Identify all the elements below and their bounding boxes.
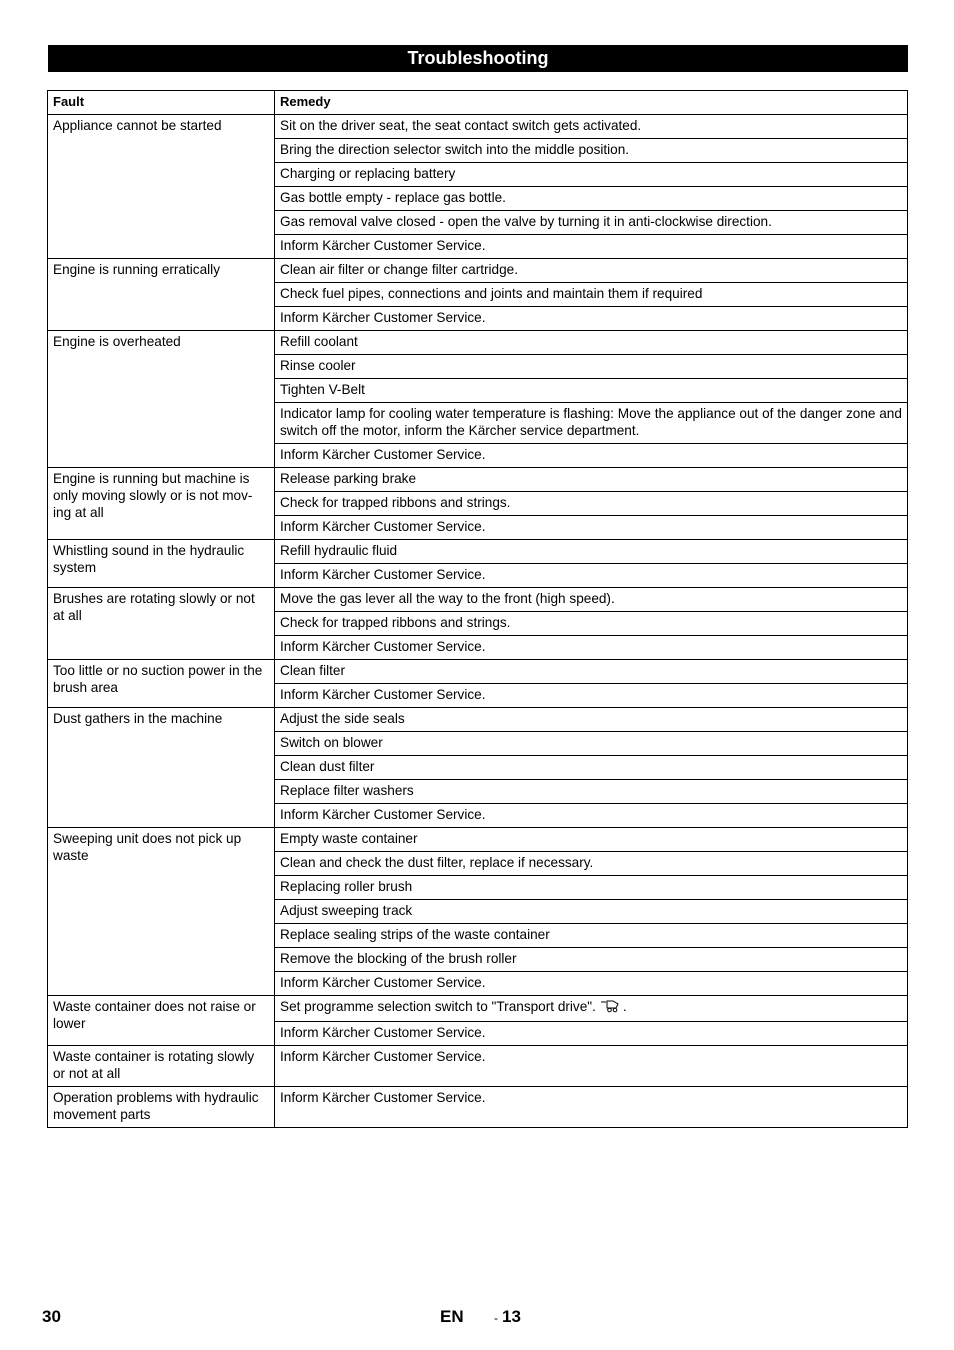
remedy-text: Charging or replacing battery <box>280 166 456 181</box>
transport-drive-icon <box>600 999 620 1017</box>
remedy-cell <box>275 355 908 379</box>
table-row <box>48 588 908 612</box>
remedy-cell <box>275 1087 908 1128</box>
remedy-text: Inform Kärcher Customer Service. <box>280 975 486 990</box>
table-row <box>48 828 908 852</box>
remedy-text: Inform Kärcher Customer Service. <box>280 1025 486 1040</box>
remedy-cell <box>275 516 908 540</box>
sub-page-value: 13 <box>502 1307 521 1326</box>
remedy-text: Gas removal valve closed - open the valve by turning it in anti-clockwise direction. <box>280 214 772 229</box>
remedy-text: Inform Kärcher Customer Service. <box>280 1049 486 1064</box>
remedy-text: Inform Kärcher Customer Service. <box>280 310 486 325</box>
remedy-text: Sit on the driver seat, the seat contact switch gets activated. <box>280 118 642 133</box>
table-row <box>48 331 908 355</box>
remedy-text: Move the gas lever all the way to the front (high speed). <box>280 591 615 606</box>
remedy-cell <box>275 163 908 187</box>
remedy-text: Inform Kärcher Customer Service. <box>280 1090 486 1105</box>
remedy-text: Inform Kärcher Customer Service. <box>280 447 486 462</box>
remedy-cell <box>275 211 908 235</box>
remedy-text: Rinse cooler <box>280 358 356 373</box>
remedy-cell <box>275 307 908 331</box>
remedy-cell <box>275 972 908 996</box>
remedy-cell <box>275 996 908 1022</box>
fault-cell: Waste container does not raise or lower <box>48 996 275 1046</box>
remedy-cell <box>275 492 908 516</box>
remedy-cell <box>275 900 908 924</box>
remedy-text: Replacing roller brush <box>280 879 413 894</box>
sub-page-dash: - <box>494 1311 498 1325</box>
sub-page-number <box>494 1307 521 1327</box>
remedy-text: Inform Kärcher Customer Service. <box>280 807 486 822</box>
remedy-cell <box>275 115 908 139</box>
remedy-text: Inform Kärcher Customer Service. <box>280 238 486 253</box>
language-code: EN <box>440 1307 464 1326</box>
troubleshooting-table <box>47 90 908 1128</box>
remedy-text: Adjust the side seals <box>280 711 405 726</box>
remedy-text: Inform Kärcher Customer Service. <box>280 639 486 654</box>
trailing-period: . <box>622 999 627 1014</box>
remedy-cell <box>275 948 908 972</box>
remedy-cell <box>275 468 908 492</box>
remedy-text: Release parking brake <box>280 471 417 486</box>
remedy-text: Switch on blower <box>280 735 383 750</box>
remedy-cell <box>275 588 908 612</box>
remedy-text: Refill coolant <box>280 334 358 349</box>
remedy-text: Inform Kärcher Customer Service. <box>280 567 486 582</box>
remedy-cell <box>275 403 908 444</box>
remedy-cell <box>275 1022 908 1046</box>
remedy-cell <box>275 235 908 259</box>
remedy-cell <box>275 684 908 708</box>
remedy-cell <box>275 564 908 588</box>
remedy-text: Gas bottle empty - replace gas bottle. <box>280 190 506 205</box>
table-row <box>48 996 908 1022</box>
remedy-cell <box>275 379 908 403</box>
remedy-text: Inform Kärcher Customer Service. <box>280 519 486 534</box>
fault-cell: Engine is running erratically <box>48 259 275 331</box>
remedy-cell <box>275 732 908 756</box>
remedy-cell <box>275 259 908 283</box>
remedy-text: Clean filter <box>280 663 345 678</box>
fault-cell: Engine is overheated <box>48 331 275 468</box>
table-row <box>48 540 908 564</box>
table-row <box>48 1046 908 1087</box>
fault-column-header: Fault <box>48 91 275 115</box>
remedy-cell <box>275 804 908 828</box>
remedy-text: Indicator lamp for cooling water temperature is flashing: Move the appliance out of the danger zone and switch off the motor, inform the Kärcher service department. <box>280 406 902 438</box>
fault-cell: Engine is running but machine is only moving slowly or is not mov-ing at all <box>48 468 275 540</box>
remedy-text: Refill hydraulic fluid <box>280 543 398 558</box>
remedy-text: Clean air filter or change filter cartridge. <box>280 262 518 277</box>
remedy-cell <box>275 612 908 636</box>
fault-cell: Too little or no suction power in the brush area <box>48 660 275 708</box>
page-title: Troubleshooting <box>48 45 908 72</box>
table-row <box>48 259 908 283</box>
table-row <box>48 660 908 684</box>
page-number: 30 <box>42 1307 61 1326</box>
remedy-cell <box>275 283 908 307</box>
remedy-cell <box>275 139 908 163</box>
remedy-column-header: Remedy <box>275 91 908 115</box>
remedy-text: Check fuel pipes, connections and joints and maintain them if required <box>280 286 703 301</box>
remedy-cell <box>275 780 908 804</box>
table-header-row <box>48 91 908 115</box>
table-row <box>48 1087 908 1128</box>
fault-cell: Appliance cannot be started <box>48 115 275 259</box>
table-row <box>48 708 908 732</box>
remedy-cell <box>275 756 908 780</box>
remedy-text: Clean and check the dust filter, replace if necessary. <box>280 855 594 870</box>
fault-cell: Waste container is rotating slowly or not at all <box>48 1046 275 1087</box>
remedy-cell <box>275 1046 908 1087</box>
fault-cell: Whistling sound in the hydraulic system <box>48 540 275 588</box>
remedy-cell <box>275 331 908 355</box>
remedy-cell <box>275 444 908 468</box>
remedy-text: Tighten V-Belt <box>280 382 365 397</box>
remedy-text: Replace filter washers <box>280 783 414 798</box>
table-row <box>48 115 908 139</box>
fault-cell: Dust gathers in the machine <box>48 708 275 828</box>
remedy-cell <box>275 924 908 948</box>
remedy-text: Inform Kärcher Customer Service. <box>280 687 486 702</box>
fault-cell: Brushes are rotating slowly or not at all <box>48 588 275 660</box>
remedy-cell <box>275 828 908 852</box>
table-row <box>48 468 908 492</box>
remedy-cell <box>275 636 908 660</box>
remedy-cell <box>275 187 908 211</box>
remedy-text: Check for trapped ribbons and strings. <box>280 615 511 630</box>
remedy-text: Empty waste container <box>280 831 418 846</box>
remedy-text: Clean dust filter <box>280 759 375 774</box>
remedy-text: Bring the direction selector switch into the middle position. <box>280 142 630 157</box>
remedy-text: Remove the blocking of the brush roller <box>280 951 517 966</box>
remedy-cell <box>275 876 908 900</box>
remedy-text: Check for trapped ribbons and strings. <box>280 495 511 510</box>
remedy-text: Replace sealing strips of the waste container <box>280 927 550 942</box>
remedy-cell <box>275 852 908 876</box>
fault-cell: Sweeping unit does not pick up waste <box>48 828 275 996</box>
remedy-text: Adjust sweeping track <box>280 903 413 918</box>
table-body <box>48 115 908 1128</box>
remedy-cell <box>275 708 908 732</box>
remedy-text: Set programme selection switch to "Transport drive". <box>280 999 596 1014</box>
fault-cell: Operation problems with hydraulic movement parts <box>48 1087 275 1128</box>
remedy-cell <box>275 660 908 684</box>
remedy-cell <box>275 540 908 564</box>
